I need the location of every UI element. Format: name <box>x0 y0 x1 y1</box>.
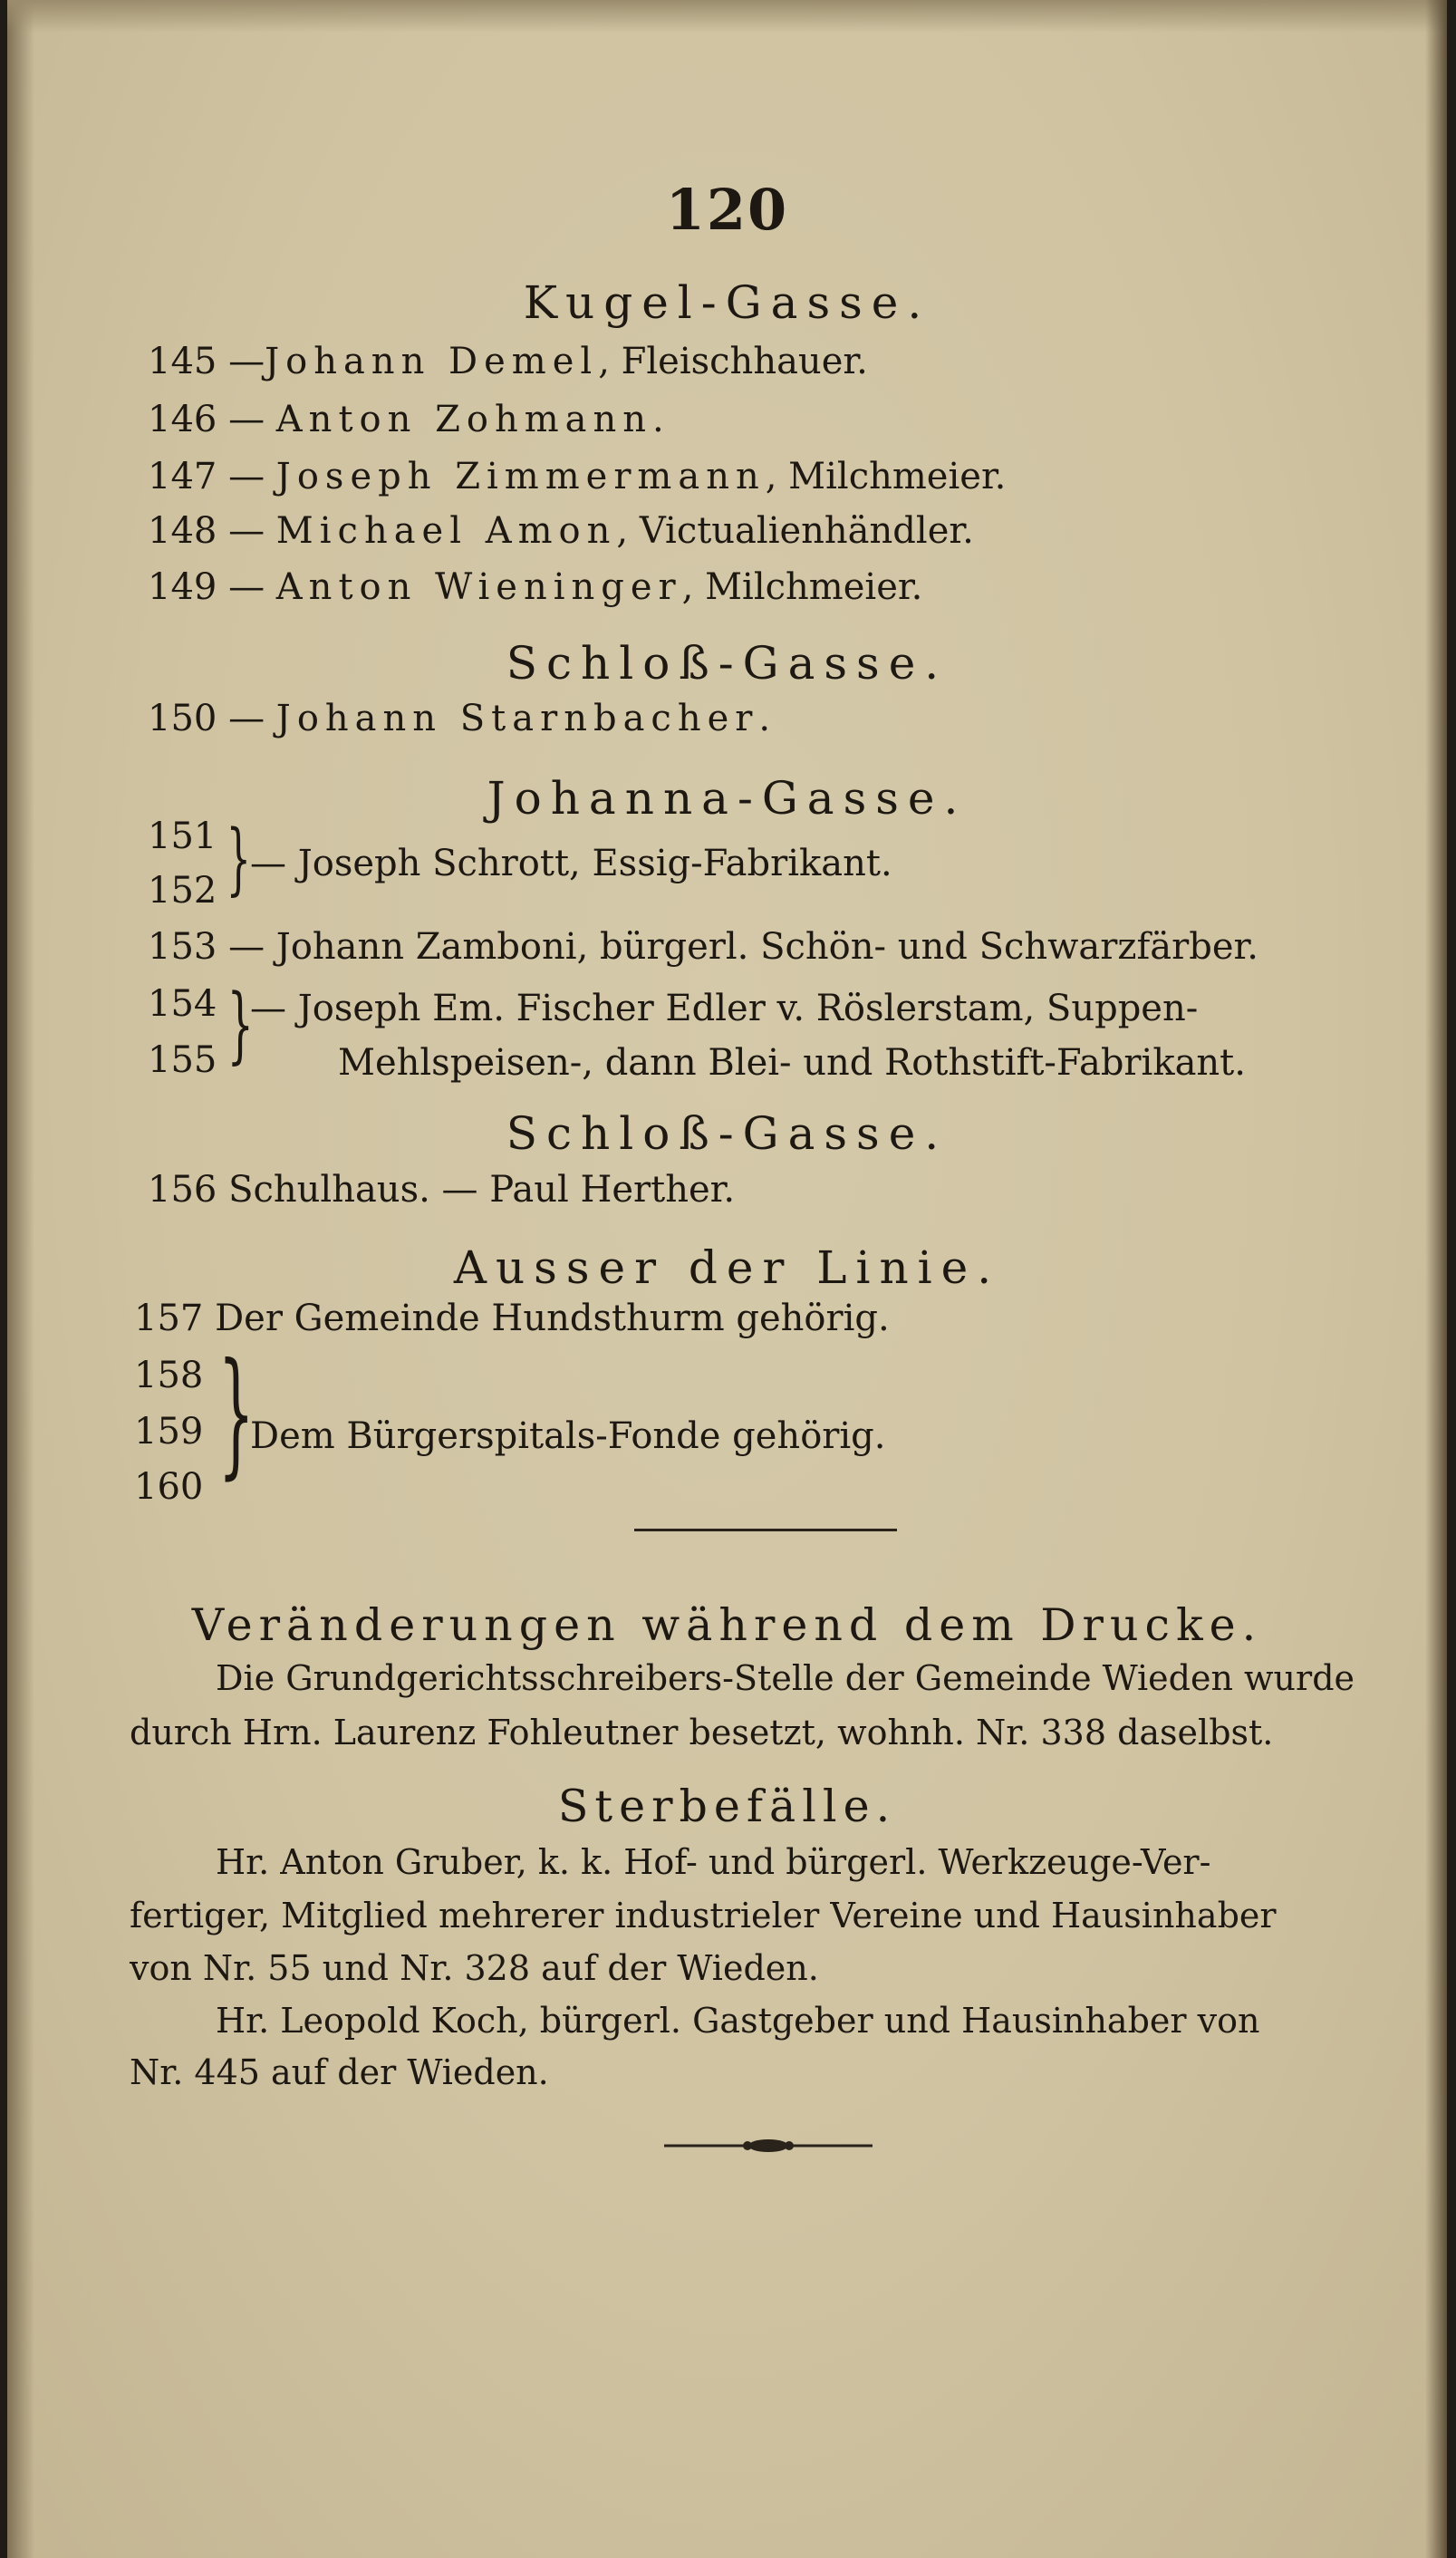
resident-name: Joseph Zimmermann <box>275 456 766 497</box>
address-entry-text: Der Gemeinde Hundsthurm gehörig. <box>215 1298 890 1339</box>
changes-paragraph-line: durch Hrn. Laurenz Fohleutner besetzt, wohnh. Nr. 338 daselbst. <box>130 1713 1274 1752</box>
address-entry <box>148 926 1258 968</box>
page-number: 120 <box>665 177 789 243</box>
resident-name: Anton Wieninger <box>275 566 682 608</box>
house-number: 159 <box>134 1411 204 1453</box>
address-entry <box>134 1298 890 1339</box>
address-entry: 148 — Michael Amon, Victualienhändler. <box>148 510 974 552</box>
street-heading: Johanna-Gasse. <box>487 772 968 825</box>
brace-glyph: } <box>226 814 252 904</box>
changes-title: Veränderungen während dem Drucke. <box>191 1599 1263 1651</box>
house-number: 148 <box>148 510 217 552</box>
resident-name: Michael Amon <box>275 510 617 552</box>
address-entry-text: Dem Bürgerspitals-Fonde gehörig. <box>250 1415 886 1457</box>
resident-name: Johann Demel <box>265 341 599 382</box>
book-page <box>7 0 1447 2558</box>
death-notice-line: fertiger, Mitglied mehrerer industrieler Vereine und Hausinhaber <box>130 1896 1277 1935</box>
death-notice-line: Nr. 445 auf der Wieden. <box>130 2052 549 2092</box>
street-heading: Schloß-Gasse. <box>506 1107 949 1160</box>
address-entry-text: Mehlspeisen-, dann Blei- und Rothstift-Fabrikant. <box>338 1042 1246 1084</box>
address-entry-text: Schulhaus. — Paul Herther. <box>228 1169 736 1211</box>
death-notice-line: Hr. Leopold Koch, bürgerl. Gastgeber und Hausinhaber von <box>216 2001 1260 2041</box>
page-edge-top <box>7 0 1447 33</box>
house-number: 153 <box>148 926 217 968</box>
house-number: 157 <box>134 1298 204 1339</box>
address-entry-text: — Johann Zamboni, bürgerl. Schön- und Schwarzfärber. <box>228 926 1258 968</box>
deaths-title: Sterbefälle. <box>557 1781 897 1832</box>
house-number: 146 <box>148 399 217 440</box>
house-number: 156 <box>148 1169 217 1211</box>
house-number: 150 <box>148 698 217 739</box>
brace-glyph: } <box>217 1335 255 1492</box>
ornament-divider <box>660 2132 877 2159</box>
death-notice-line: von Nr. 55 und Nr. 328 auf der Wieden. <box>130 1948 819 1988</box>
address-entry-text: — Joseph Schrott, Essig-Fabrikant. <box>250 843 892 884</box>
house-number: 158 <box>134 1355 204 1396</box>
address-entry: 145 —Johann Demel, Fleischhauer. <box>148 341 868 382</box>
street-heading: Schloß-Gasse. <box>506 637 949 690</box>
brace-glyph: } <box>227 976 254 1073</box>
street-heading: Kugel-Gasse. <box>523 276 931 329</box>
address-entry-text: — Joseph Em. Fischer Edler v. Röslerstam, Suppen- <box>250 988 1199 1029</box>
house-number: 149 <box>148 566 217 608</box>
house-number: 147 <box>148 456 217 497</box>
house-number: 160 <box>134 1466 204 1508</box>
address-entry: 149 — Anton Wieninger, Milchmeier. <box>148 566 923 608</box>
house-number: 145 <box>148 341 217 382</box>
separator-rule <box>634 1529 897 1531</box>
house-number: 155 <box>148 1039 217 1081</box>
address-entry <box>148 1169 735 1211</box>
address-entry: 146 — Anton Zohmann. <box>148 399 664 440</box>
house-number: 152 <box>148 870 217 912</box>
street-heading: Ausser der Linie. <box>453 1241 1001 1294</box>
house-number: 151 <box>148 816 217 857</box>
address-entry: 150 — Johann Starnbacher. <box>148 698 771 739</box>
changes-paragraph-line: Die Grundgerichtsschreibers-Stelle der Gemeinde Wieden wurde <box>216 1658 1355 1698</box>
resident-name: Johann Starnbacher <box>275 698 759 739</box>
house-number: 154 <box>148 983 217 1025</box>
address-entry: 147 — Joseph Zimmermann, Milchmeier. <box>148 456 1007 497</box>
death-notice-line: Hr. Anton Gruber, k. k. Hof- und bürgerl. Werkzeuge-Ver- <box>216 1842 1211 1882</box>
resident-name: Anton Zohmann <box>275 399 653 440</box>
